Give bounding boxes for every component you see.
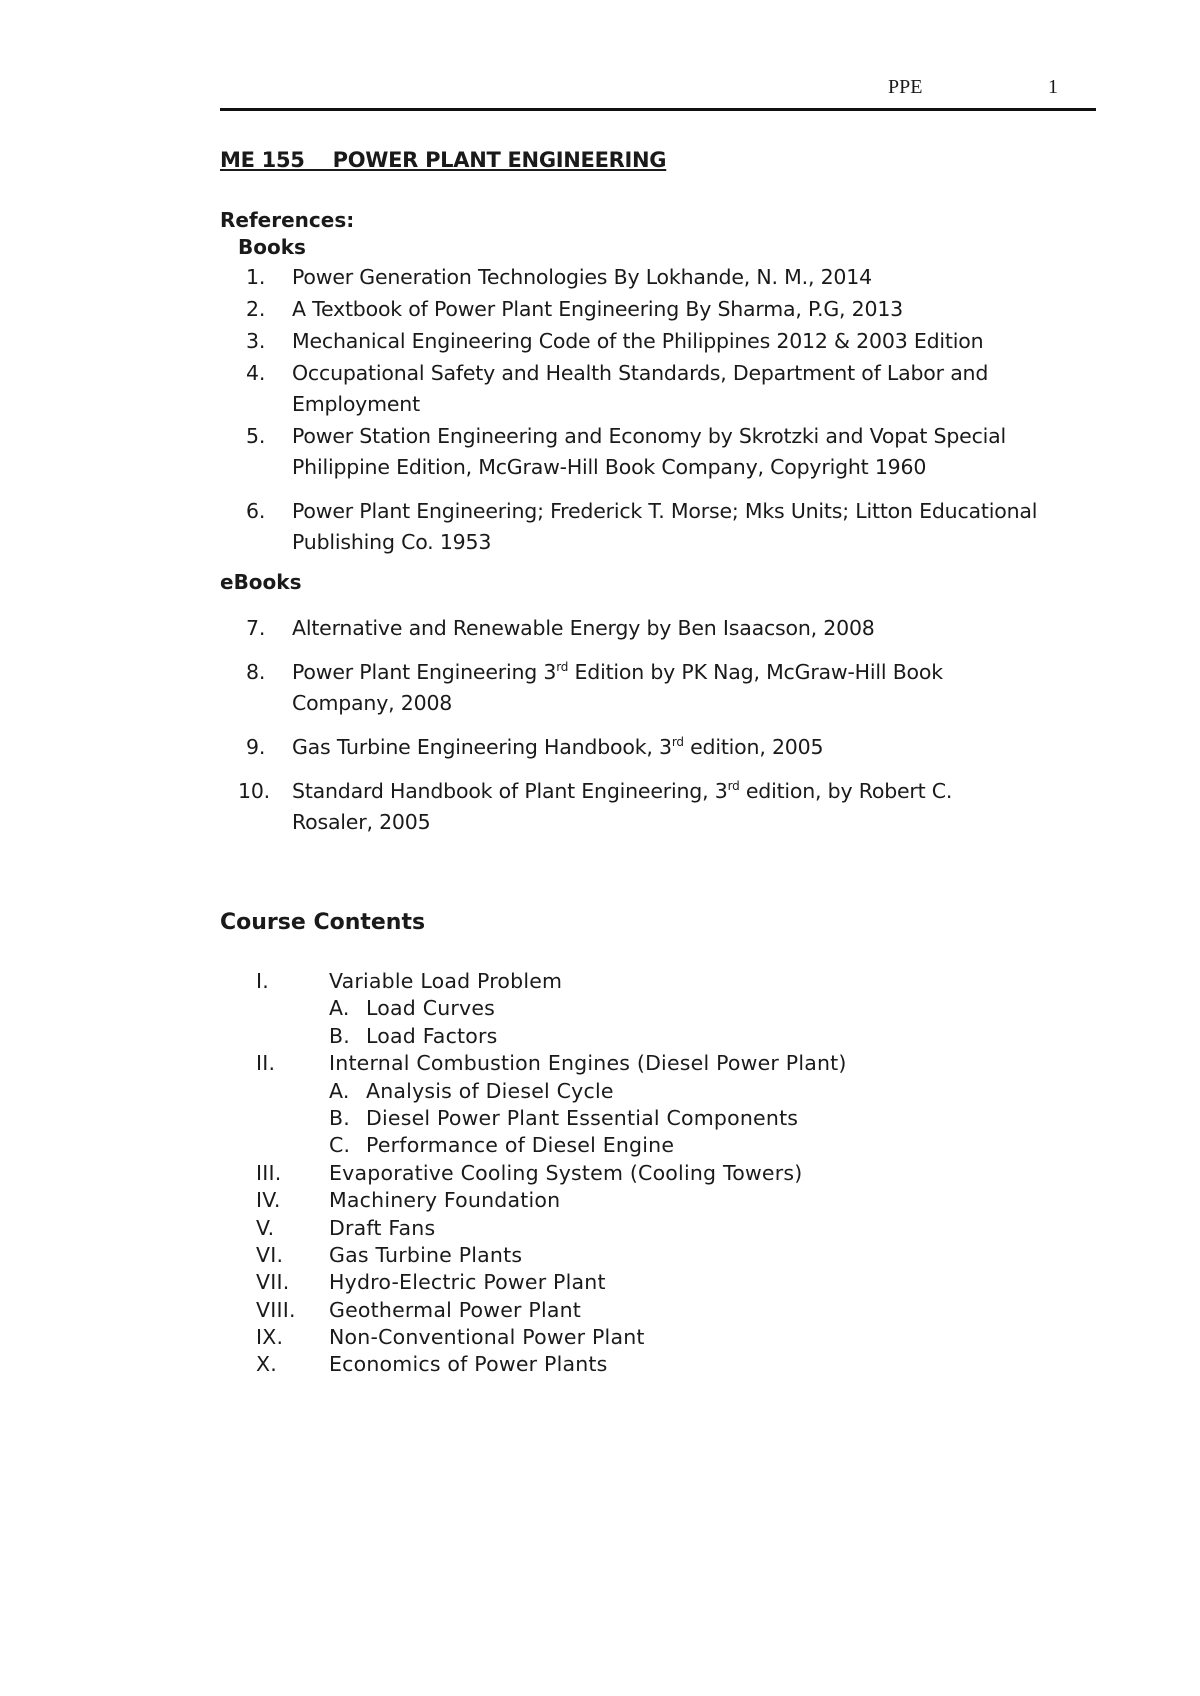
book-text-line: Employment bbox=[292, 392, 420, 416]
book-item bbox=[240, 326, 1090, 357]
book-item bbox=[240, 262, 1090, 293]
references-heading: References: bbox=[220, 208, 355, 232]
ebook-text-line: Rosaler, 2005 bbox=[292, 810, 431, 834]
header-label: PPE bbox=[888, 76, 923, 98]
ebook-number: 8. bbox=[246, 660, 266, 684]
superscript: rd bbox=[671, 735, 684, 750]
outline-text: Analysis of Diesel Cycle bbox=[366, 1078, 614, 1103]
outline-text: Performance of Diesel Engine bbox=[366, 1133, 675, 1158]
book-number: 6. bbox=[246, 499, 266, 523]
outline-text: Non-Conventional Power Plant bbox=[329, 1325, 645, 1350]
outline-number: IV. bbox=[256, 1188, 281, 1213]
course-title: ME 155 POWER PLANT ENGINEERING bbox=[220, 148, 667, 172]
outline-number: V. bbox=[256, 1215, 275, 1240]
outline-text: Geothermal Power Plant bbox=[329, 1297, 582, 1322]
outline-subtopic bbox=[256, 1132, 1056, 1159]
outline-number: B. bbox=[329, 1023, 350, 1048]
book-text: A Textbook of Power Plant Engineering By Sharma, P.G, 2013 bbox=[292, 297, 904, 321]
outline-number: X. bbox=[256, 1352, 277, 1377]
book-item bbox=[240, 294, 1090, 325]
outline-number: A. bbox=[329, 996, 350, 1021]
outline-number: B. bbox=[329, 1105, 350, 1130]
outline-topic bbox=[256, 1215, 1056, 1242]
ebook-item bbox=[240, 732, 1090, 763]
page-header bbox=[220, 70, 1096, 110]
outline-subtopic bbox=[256, 1023, 1056, 1050]
outline-topic bbox=[256, 1160, 1056, 1187]
outline-number: IX. bbox=[256, 1325, 284, 1350]
ebook-text: Gas Turbine Engineering Handbook, 3rd edition, 2005 bbox=[292, 735, 824, 759]
book-number: 3. bbox=[246, 329, 266, 353]
outline-number: VI. bbox=[256, 1242, 284, 1267]
superscript: rd bbox=[556, 660, 569, 675]
ebook-number: 7. bbox=[246, 616, 266, 640]
book-text-line: Publishing Co. 1953 bbox=[292, 530, 492, 554]
books-heading: Books bbox=[238, 235, 306, 259]
course-outline bbox=[256, 968, 1056, 1379]
outline-text: Machinery Foundation bbox=[329, 1188, 561, 1213]
outline-text: Hydro-Electric Power Plant bbox=[329, 1270, 606, 1295]
book-text: Mechanical Engineering Code of the Philippines 2012 & 2003 Edition bbox=[292, 329, 984, 353]
outline-number: C. bbox=[329, 1133, 351, 1158]
header-rule bbox=[220, 108, 1096, 111]
outline-number: I. bbox=[256, 969, 269, 993]
outline-number: A. bbox=[329, 1078, 350, 1103]
outline-topic bbox=[256, 1269, 1056, 1296]
outline-subtopic bbox=[256, 995, 1056, 1022]
book-item bbox=[240, 358, 1090, 420]
ebook-item bbox=[240, 776, 1090, 838]
book-item bbox=[240, 496, 1090, 558]
outline-text: Internal Combustion Engines (Diesel Power Plant) bbox=[329, 1051, 847, 1076]
outline-text: Gas Turbine Plants bbox=[329, 1242, 523, 1267]
page-number: 1 bbox=[1048, 76, 1058, 98]
book-item bbox=[240, 421, 1090, 483]
outline-subtopic bbox=[256, 1078, 1056, 1105]
book-number: 2. bbox=[246, 297, 266, 321]
outline-text: Load Curves bbox=[366, 996, 496, 1021]
book-number: 1. bbox=[246, 265, 266, 289]
outline-text: Variable Load Problem bbox=[329, 969, 563, 993]
outline-number: VIII. bbox=[256, 1297, 296, 1322]
outline-text: Diesel Power Plant Essential Components bbox=[366, 1105, 799, 1130]
book-text-line: Philippine Edition, McGraw-Hill Book Company, Copyright 1960 bbox=[292, 455, 927, 479]
outline-number: II. bbox=[256, 1051, 276, 1076]
book-text-line: Power Station Engineering and Economy by Skrotzki and Vopat Special bbox=[292, 424, 1007, 448]
outline-topic bbox=[256, 1351, 1056, 1378]
ebook-item bbox=[240, 613, 1090, 644]
ebook-text-line: Company, 2008 bbox=[292, 691, 453, 715]
book-number: 5. bbox=[246, 424, 266, 448]
superscript: rd bbox=[727, 779, 740, 794]
book-number: 4. bbox=[246, 361, 266, 385]
outline-number: III. bbox=[256, 1160, 282, 1185]
ebook-number: 10. bbox=[238, 779, 271, 803]
ebook-number: 9. bbox=[246, 735, 266, 759]
book-text: Power Generation Technologies By Lokhande, N. M., 2014 bbox=[292, 265, 872, 289]
ebook-text-line: Standard Handbook of Plant Engineering, 3rd edition, by Robert C. bbox=[292, 779, 953, 803]
outline-text: Load Factors bbox=[366, 1023, 498, 1048]
ebook-text: Alternative and Renewable Energy by Ben Isaacson, 2008 bbox=[292, 616, 875, 640]
ebook-text-line: Power Plant Engineering 3rd Edition by PK Nag, McGraw-Hill Book bbox=[292, 660, 943, 684]
outline-topic bbox=[256, 968, 1056, 995]
outline-number: VII. bbox=[256, 1270, 290, 1295]
outline-text: Evaporative Cooling System (Cooling Towers) bbox=[329, 1160, 803, 1185]
outline-topic bbox=[256, 1050, 1056, 1077]
ebook-item bbox=[240, 657, 1090, 719]
outline-subtopic bbox=[256, 1105, 1056, 1132]
course-contents-heading: Course Contents bbox=[220, 910, 426, 935]
outline-topic bbox=[256, 1187, 1056, 1214]
outline-topic bbox=[256, 1242, 1056, 1269]
outline-topic bbox=[256, 1324, 1056, 1351]
outline-topic bbox=[256, 1297, 1056, 1324]
book-text-line: Power Plant Engineering; Frederick T. Morse; Mks Units; Litton Educational bbox=[292, 499, 1038, 523]
ebooks-heading: eBooks bbox=[220, 570, 302, 594]
book-text-line: Occupational Safety and Health Standards, Department of Labor and bbox=[292, 361, 989, 385]
outline-text: Draft Fans bbox=[329, 1215, 436, 1240]
outline-text: Economics of Power Plants bbox=[329, 1352, 608, 1377]
